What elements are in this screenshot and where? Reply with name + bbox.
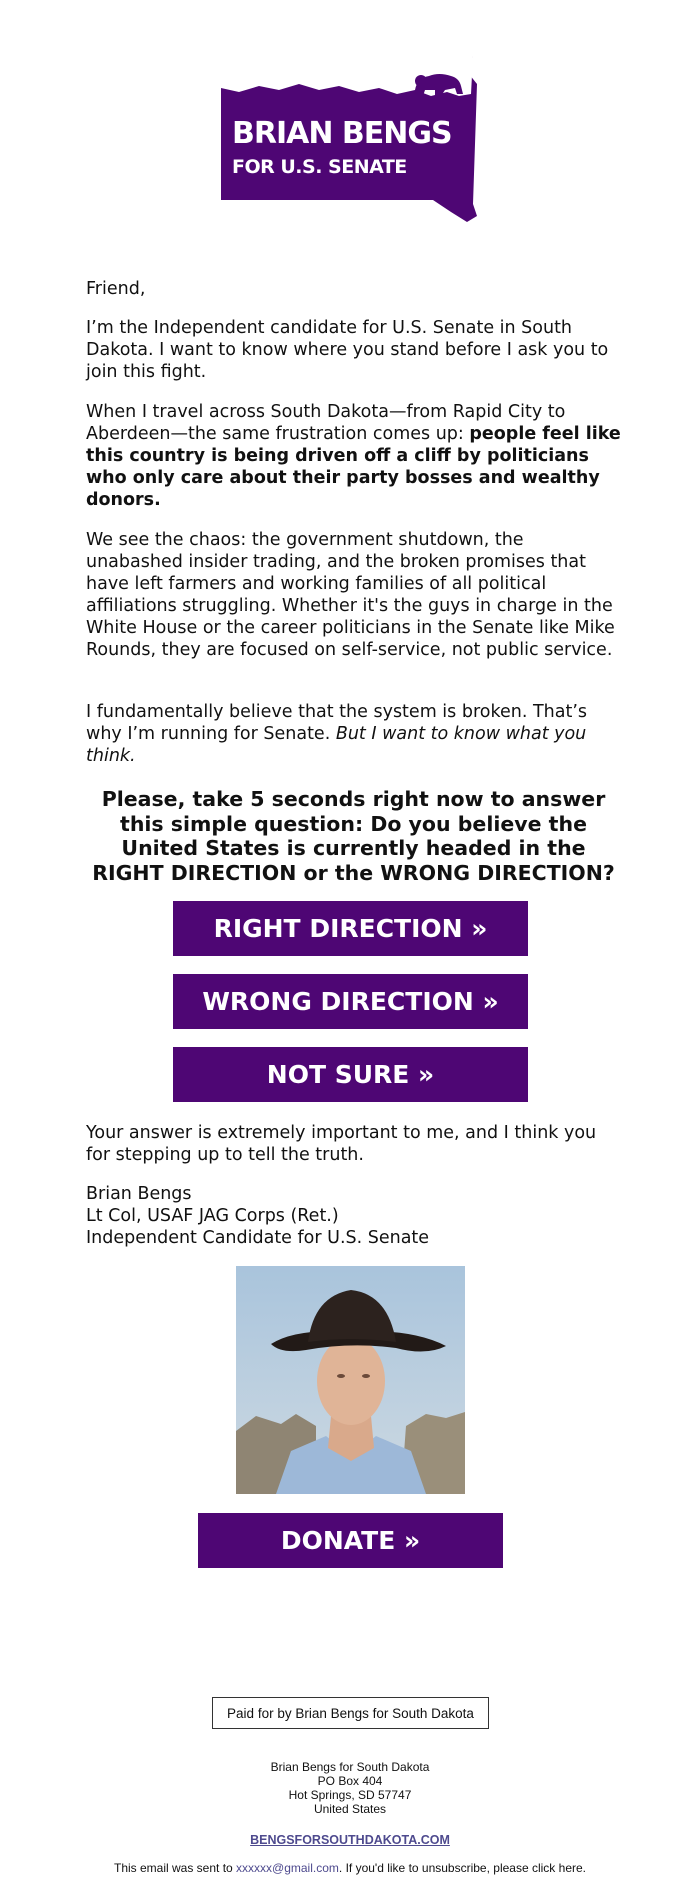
signature-block: [86, 1183, 621, 1249]
paragraph-chaos: We see the chaos: the government shutdown, the unabashed insider trading, and the broken promises that have left farmers and working families of all political affiliations struggling. Whether it's the guys in charge in the White House or the career politicians in the Senate like Mike Rounds, they are focused on self-service, not public service.: [86, 530, 615, 660]
address-city: Hot Springs, SD 57747: [288, 1788, 412, 1802]
not-sure-button[interactable]: NOT SURE »: [173, 1047, 528, 1102]
address-country: United States: [313, 1802, 387, 1816]
unsubscribe-notice: [60, 1861, 640, 1875]
logo-name: BRIAN BENGS: [232, 116, 452, 151]
mailing-address: [200, 1760, 500, 1816]
paragraph-belief-italic: But I want to know what you think.: [86, 724, 587, 766]
recipient-email-link[interactable]: xxxxxx@gmail.com: [236, 1861, 339, 1875]
paragraph-belief: [86, 701, 621, 767]
paragraph-intro: I’m the Independent candidate for U.S. Senate in South Dakota. I want to know where you stand before I ask you to join this fight.: [86, 318, 609, 382]
donate-button[interactable]: DONATE »: [198, 1513, 503, 1568]
website-link[interactable]: BENGSFORSOUTHDAKOTA.COM: [250, 1833, 450, 1847]
paragraph-travel-emphasis: people feel like this country is being driven off a cliff by politicians who only care about their party bosses and wealthy donors.: [86, 424, 621, 510]
address-org: Brian Bengs for South Dakota: [270, 1760, 430, 1774]
signature-role: Independent Candidate for U.S. Senate: [86, 1228, 430, 1248]
address-po: PO Box 404: [317, 1774, 383, 1788]
wrong-direction-button[interactable]: WRONG DIRECTION »: [173, 974, 528, 1029]
paid-for-disclaimer: Paid for by Brian Bengs for South Dakota: [212, 1697, 489, 1729]
signature-name: Brian Bengs: [86, 1184, 192, 1204]
paragraph-travel: [86, 401, 621, 511]
right-direction-button[interactable]: RIGHT DIRECTION »: [173, 901, 528, 956]
unsubscribe-link[interactable]: . If you'd like to unsubscribe, please click here.: [338, 1861, 586, 1875]
paragraph-belief-text: I fundamentally believe that the system is broken. That’s why I’m running for Senate.: [86, 702, 588, 744]
closing-paragraph: Your answer is extremely important to me, and I think you for stepping up to tell the truth.: [86, 1123, 597, 1165]
signature-title: Lt Col, USAF JAG Corps (Ret.): [86, 1206, 339, 1226]
paragraph-travel-text: When I travel across South Dakota—from Rapid City to Aberdeen—the same frustration comes up:: [86, 402, 566, 444]
poll-question: Please, take 5 seconds right now to answer this simple question: Do you believe the United States is currently headed in the RIGHT DIRECTION or the WRONG DIRECTION?: [92, 787, 615, 885]
sent-prefix: This email was sent to: [113, 1861, 237, 1875]
greeting: Friend,: [86, 279, 146, 299]
candidate-photo: [236, 1266, 465, 1494]
logo-subtitle: FOR U.S. SENATE: [232, 156, 407, 178]
